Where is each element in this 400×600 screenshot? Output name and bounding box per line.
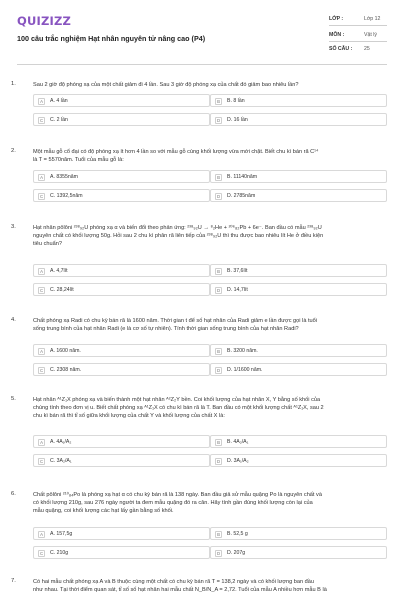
option-letter: D xyxy=(216,459,221,464)
question-number: 2. xyxy=(11,148,16,154)
answer-option-a[interactable] xyxy=(33,344,210,357)
answer-option-b[interactable] xyxy=(210,344,387,357)
question-text: Sau 2 giờ độ phóng xạ của một chất giảm đi 4 lần. Sau 3 giờ độ phóng xạ của chất đó giảm bao nhiêu lần? xyxy=(33,82,299,88)
question-text xyxy=(33,148,387,164)
option-letter: C xyxy=(39,368,44,373)
answer-option-d[interactable] xyxy=(210,546,387,559)
question-text xyxy=(33,396,387,421)
page-title: 100 câu trắc nghiệm Hạt nhân nguyên tử nâng cao (P4) xyxy=(17,34,206,43)
answer-option-c[interactable] xyxy=(33,546,210,559)
answer-option-b[interactable] xyxy=(210,527,387,540)
question-text-line: Chất phóng xạ Radi có chu kỳ bán rã là 1600 năm. Thời gian t để số hạt nhân của Radi giảm e lần được gọi là tuổi xyxy=(33,318,318,324)
question-text-line: sống trung bình của hạt nhân Radi (e là cơ số tự nhiên). Tính thời gian sống trung bình của hạt nhân Radi? xyxy=(33,326,299,333)
option-text: C. 3A₂/A₁ xyxy=(50,458,72,465)
answer-option-d[interactable] xyxy=(210,454,387,467)
question-text-line: Hạt nhân pôlôni ²³⁸₉₂U phóng xạ α và biến đổi theo phản ứng: ²³⁸₉₂U → ⁸₂He + ²⁰⁶₈₂Pb + 6e⁻. Ban đầu có mẫu ²³⁸₉₂U xyxy=(33,225,322,231)
option-letter: A xyxy=(38,174,45,181)
meta-divider xyxy=(329,25,387,26)
meta-label: MÔN : xyxy=(329,32,345,38)
answer-option-c[interactable] xyxy=(33,454,210,467)
option-text: A. 1600 năm. xyxy=(50,348,81,355)
answer-option-a[interactable] xyxy=(33,170,210,183)
option-text: C. 210g xyxy=(50,550,69,557)
question-text-line: như nhau. Tại thời điểm quan sát, tỉ số số hạt nhân hai mẫu chất N_B/N_A = 2,72. Tuổi của mẫu A nhiều hơn mẫu B là xyxy=(33,587,327,594)
question-text-line: có khối lượng 210g, sau 276 ngày người ta đem mẫu quặng đó ra cân. Hãy tính gần đúng khối lượng còn lại của xyxy=(33,500,313,507)
question-text xyxy=(33,317,387,333)
answer-option-b[interactable] xyxy=(210,435,387,448)
answer-option-d[interactable] xyxy=(210,113,387,126)
option-letter: D xyxy=(216,194,221,199)
question-text-line: là T = 5570năm. Tuổi của mẫu gỗ là: xyxy=(33,157,124,164)
answer-option-c[interactable] xyxy=(33,189,210,202)
option-letter: B xyxy=(215,268,222,275)
question-number: 3. xyxy=(11,224,16,230)
option-letter: C xyxy=(39,118,44,123)
option-letter: B xyxy=(215,439,222,446)
answer-option-b[interactable] xyxy=(210,170,387,183)
option-letter: B xyxy=(215,348,222,355)
question-text-line: nguyên chất có khối lượng 50g. Hỏi sau 2 chu kì phân rã liên tiếp của ²³⁸₉₂U thì thu được bao nhiêu lít He ở điều kiện xyxy=(33,233,324,240)
meta-value: Vật lý xyxy=(364,32,377,38)
answer-option-a[interactable] xyxy=(33,94,210,107)
option-text: B. 11140năm xyxy=(227,174,258,181)
question-text-line: chúng tính theo đơn vị u. Biết chất phóng xạ ᴬ¹Z₁X có chu kì bán rã là T. Ban đầu có một khối lượng chất ᴬ¹Z₁X, sau 2 xyxy=(33,405,324,412)
question-number: 5. xyxy=(11,396,16,402)
option-letter: D xyxy=(216,551,221,556)
answer-option-c[interactable] xyxy=(33,363,210,376)
option-text: B. 4A₂/A₁ xyxy=(227,439,249,446)
answer-option-b[interactable] xyxy=(210,264,387,277)
option-text: B. 3200 năm. xyxy=(227,348,258,355)
answer-option-d[interactable] xyxy=(210,363,387,376)
question-text-line: tiêu chuẩn? xyxy=(33,241,62,248)
question-text-line: Một mẫu gỗ cổ đại có độ phóng xạ ít hơn 4 lần so với mẫu gỗ cùng khối lượng vừa mới chặt. Biết chu kì bán rã C¹⁴ xyxy=(33,149,319,155)
option-text: C. 2308 năm. xyxy=(50,367,82,374)
answer-option-d[interactable] xyxy=(210,283,387,296)
answer-option-a[interactable] xyxy=(33,527,210,540)
option-text: C. 2 lần xyxy=(50,117,68,124)
option-letter: B xyxy=(215,98,222,105)
question-text xyxy=(33,224,387,249)
option-text: A. 4 lần xyxy=(50,98,68,105)
option-text: D. 2785năm xyxy=(227,193,256,200)
quizizz-logo: QUIZIZZ xyxy=(17,14,72,28)
question-number: 4. xyxy=(11,317,16,323)
answer-option-a[interactable] xyxy=(33,264,210,277)
option-text: B. 52,5 g xyxy=(227,531,248,538)
question-number: 1. xyxy=(11,81,16,87)
option-letter: C xyxy=(39,288,44,293)
answer-option-c[interactable] xyxy=(33,283,210,296)
option-letter: A xyxy=(38,98,45,105)
option-letter: D xyxy=(216,368,221,373)
option-letter: A xyxy=(38,348,45,355)
option-letter: D xyxy=(216,118,221,123)
option-text: A. 4,7lít xyxy=(50,268,68,275)
option-letter: A xyxy=(38,531,45,538)
question-text-line: chu kì bán rã thì tỉ số giữa khối lượng của chất Y và khối lượng của chất X là: xyxy=(33,413,225,420)
option-text: A. 4A₁/A₂ xyxy=(50,439,72,446)
option-text: B. 37,6lít xyxy=(227,268,248,275)
option-text: D. 3A₁/A₂ xyxy=(227,458,249,465)
meta-value: Lớp 12 xyxy=(364,16,381,22)
question-number: 6. xyxy=(11,491,16,497)
option-letter: D xyxy=(216,288,221,293)
question-text-line: Hạt nhân ᴬ¹Z₁X phóng xạ và biến thành một hạt nhân ᴬ²Z₂Y bền. Coi khối lượng của hạt nhân X, Y bằng số khối của xyxy=(33,397,321,403)
meta-divider xyxy=(329,41,387,42)
option-text: D. 14,7lít xyxy=(227,287,248,294)
option-letter: C xyxy=(39,459,44,464)
option-text: D. 1/1600 năm. xyxy=(227,367,263,374)
meta-label: LỚP : xyxy=(329,16,344,22)
meta-value: 25 xyxy=(364,46,370,52)
option-text: C. 1392,5năm xyxy=(50,193,83,200)
question-text-line: Có hai mẫu chất phóng xạ A và B thuộc cùng một chất có chu kỳ bán rã T = 138,2 ngày và có khối lượng ban đầu xyxy=(33,579,315,585)
answer-option-c[interactable] xyxy=(33,113,210,126)
meta-label: SỐ CÂU : xyxy=(329,46,353,52)
question-text-line: Chất pôlôni ²¹⁰₈₄Po là phóng xạ hạt α có chu kỳ bán rã là 138 ngày. Ban đầu giả sử mẫu quặng Po là nguyên chất và xyxy=(33,492,322,498)
answer-option-d[interactable] xyxy=(210,189,387,202)
option-text: A. 157,5g xyxy=(50,531,73,538)
option-letter: B xyxy=(215,174,222,181)
option-text: A. 8355năm xyxy=(50,174,78,181)
answer-option-b[interactable] xyxy=(210,94,387,107)
question-number: 7. xyxy=(11,578,16,584)
option-text: D. 207g xyxy=(227,550,246,557)
option-text: B. 8 lần xyxy=(227,98,245,105)
question-text-line: mẫu quặng, coi khối lượng các hạt lấy gần bằng số khối. xyxy=(33,508,174,515)
option-text: C. 28,24lít xyxy=(50,287,74,294)
answer-option-a[interactable] xyxy=(33,435,210,448)
option-text: D. 16 lần xyxy=(227,117,248,124)
option-letter: A xyxy=(38,268,45,275)
option-letter: C xyxy=(39,551,44,556)
header-divider xyxy=(17,64,387,65)
question-text xyxy=(33,491,387,516)
option-letter: C xyxy=(39,194,44,199)
option-letter: B xyxy=(215,531,222,538)
option-letter: A xyxy=(38,439,45,446)
question-text xyxy=(33,578,387,594)
